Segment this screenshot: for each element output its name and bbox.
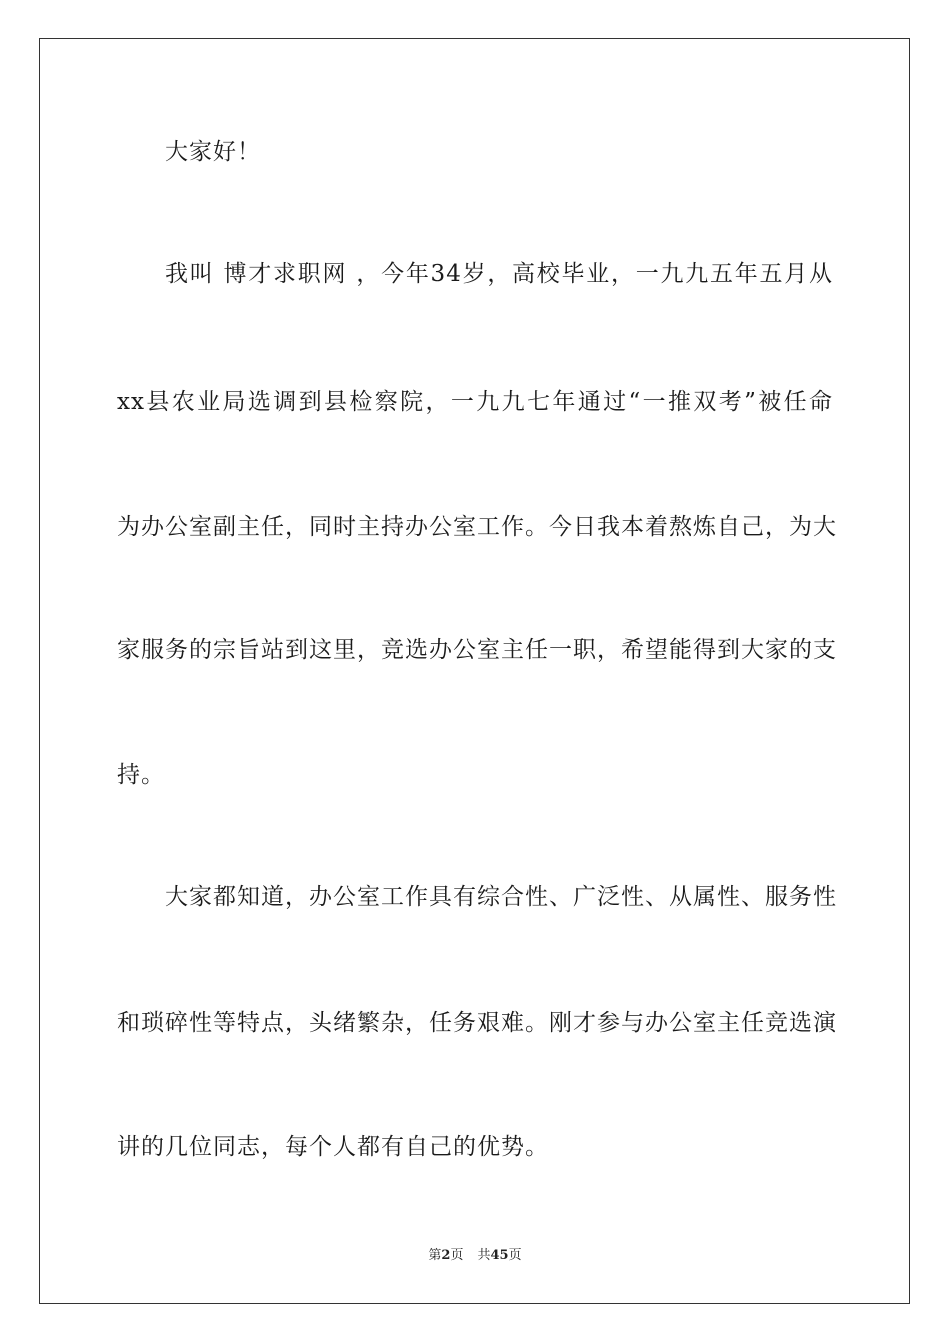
paragraph-1-line-5: 持。 — [117, 762, 165, 788]
footer-total-prefix: 共 — [477, 1248, 491, 1263]
footer-total-pages: 45 — [490, 1248, 509, 1263]
paragraph-2-line-1: 大家都知道，办公室工作具有综合性、广泛性、从属性、服务性 — [165, 884, 837, 910]
page-border — [39, 38, 910, 1304]
paragraph-2-line-2: 和琐碎性等特点，头绪繁杂，任务艰难。刚才参与办公室主任竞选演 — [117, 1010, 837, 1036]
paragraph-1-line-3: 为办公室副主任，同时主持办公室工作。今日我本着熬炼自己，为大 — [117, 514, 837, 540]
paragraph-2-line-3: 讲的几位同志，每个人都有自己的优势。 — [117, 1134, 549, 1160]
footer-page-number: 2 — [441, 1248, 451, 1263]
footer-total-suffix: 页 — [508, 1248, 522, 1263]
greeting-line: 大家好！ — [165, 139, 261, 165]
footer-page-suffix: 页 — [450, 1248, 464, 1263]
footer-page-prefix: 第 — [428, 1248, 442, 1263]
page-footer — [0, 1247, 950, 1265]
paragraph-1-line-1: 我叫 博才求职网 ，今年34岁，高校毕业，一九九五年五月从 — [165, 261, 833, 287]
paragraph-1-line-4: 家服务的宗旨站到这里，竞选办公室主任一职，希望能得到大家的支 — [117, 637, 837, 663]
paragraph-1-line-2: xx县农业局选调到县检察院，一九九七年通过“一推双考”被任命 — [117, 389, 833, 415]
